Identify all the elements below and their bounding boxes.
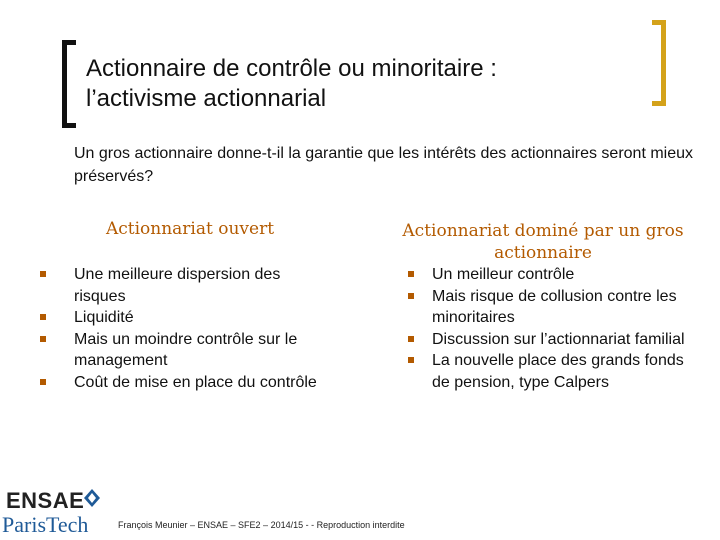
slide-title-line-2: l’activisme actionnarial: [86, 85, 327, 112]
left-column-heading: Actionnariat ouvert: [105, 219, 275, 239]
title-bracket-left: [62, 40, 76, 128]
bullet-icon: [40, 314, 46, 320]
logo-text-bottom: ParisTech: [2, 512, 89, 537]
bullet-icon: [40, 379, 46, 385]
list-item-text: Mais un moindre contrôle sur le management: [74, 330, 298, 369]
list-item: [34, 372, 324, 394]
bullet-icon: [408, 271, 414, 277]
bullet-icon: [408, 293, 414, 299]
list-item-text: Une meilleure dispersion des risques: [74, 266, 281, 305]
list-item-text: Liquidité: [74, 309, 134, 326]
list-item-text: Un meilleur contrôle: [432, 266, 575, 283]
left-bullet-list: [34, 264, 324, 393]
list-item-text: La nouvelle place des grands fonds de pension, type Calpers: [432, 352, 684, 391]
title-bracket-right: [652, 20, 666, 106]
bullet-icon: [40, 336, 46, 342]
list-item: [34, 329, 324, 372]
ensae-paristech-logo: [2, 486, 106, 538]
list-item-text: Coût de mise en place du contrôle: [74, 373, 317, 391]
intro-question: Un gros actionnaire donne-t-il la garantie que les intérêts des actionnaires seront mieux préservés?: [74, 145, 694, 185]
footer-text: François Meunier – ENSAE – SFE2 – 2014/15 - - Reproduction interdite: [118, 520, 405, 530]
bullet-icon: [408, 336, 414, 342]
ensae-logo-icon: [82, 488, 102, 508]
slide-title-line-1: Actionnaire de contrôle ou minoritaire :: [86, 55, 497, 82]
right-bullet-list: [404, 264, 694, 393]
list-item: [404, 350, 694, 393]
list-item-text: Discussion sur l’actionnariat familial: [432, 330, 685, 348]
slide-title: [86, 54, 646, 114]
list-item: [404, 329, 694, 351]
list-item: [34, 264, 324, 307]
list-item-text: Mais risque de collusion contre les minoritaires: [432, 287, 677, 326]
list-item: [34, 307, 324, 329]
bullet-icon: [408, 357, 414, 363]
right-column-heading: Actionnariat dominé par un gros actionnaire: [402, 221, 684, 263]
logo-text-top: ENSAE: [6, 488, 85, 513]
list-item: [404, 264, 694, 286]
list-item: [404, 286, 694, 329]
bullet-icon: [40, 271, 46, 277]
